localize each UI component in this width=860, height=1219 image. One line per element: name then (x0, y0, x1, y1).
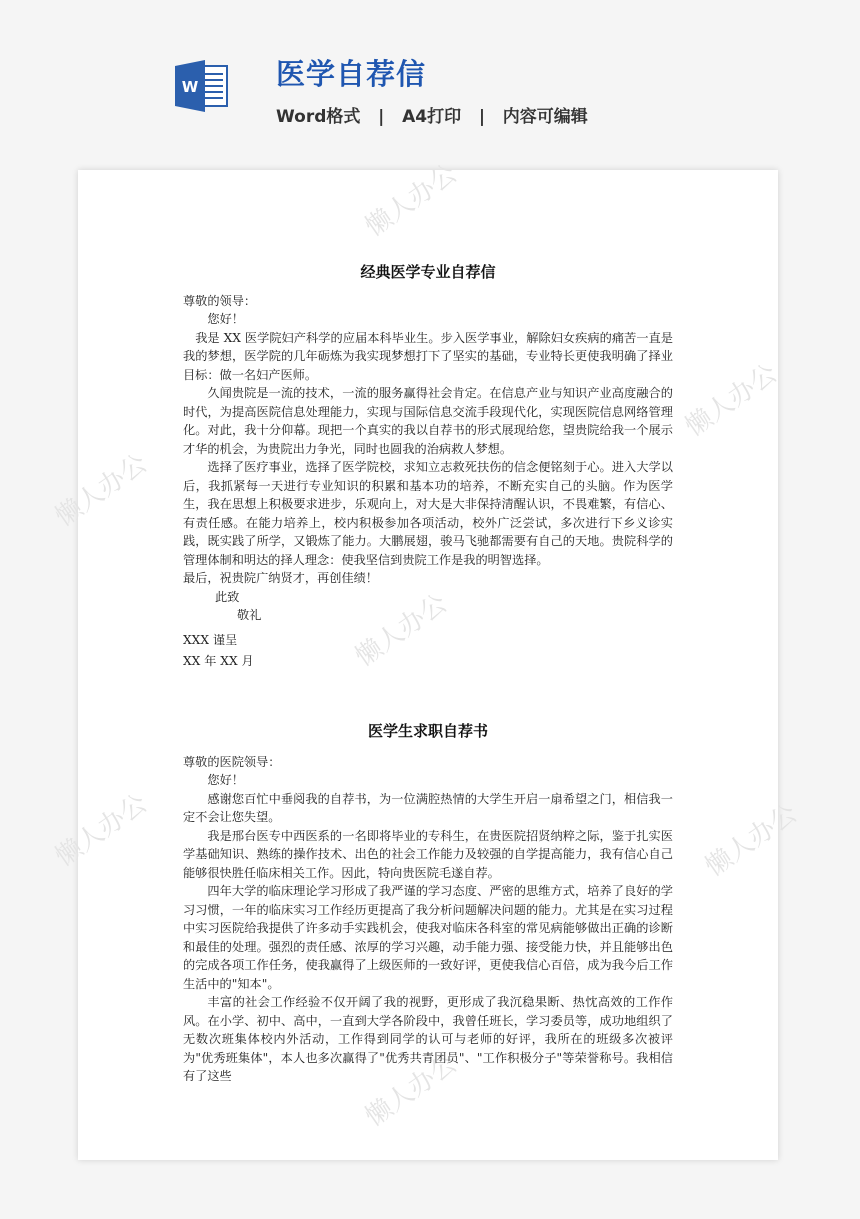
header (0, 0, 860, 150)
page-subtitle: Word格式 | A4打印 | 内容可编辑 (276, 107, 588, 127)
word-icon (175, 60, 229, 112)
signature: XXX 谨呈 (183, 632, 238, 647)
greeting: 您好！ (207, 312, 244, 326)
watermark: 懒人办公 (700, 798, 803, 883)
watermark: 懒人办公 (350, 588, 453, 673)
watermark: 懒人办公 (360, 1048, 463, 1133)
paragraph: 我是邢台医专中西医系的一名即将毕业的专科生，在贵医院招贤纳粹之际，鉴于扎实医学基础知识、熟练的操作技术、出色的社会工作能力及较强的自学提高能力，我有信心自己能够很快胜任临床相关工作。因此，特向贵医院毛遂自荐。 (183, 828, 673, 880)
closing: 最后，祝贵院广纳贤才，再创佳绩！ (183, 571, 378, 585)
paragraph: 我是 XX 医学院妇产科学的应届本科毕业生。步入医学事业，解除妇女疾病的痛苦一直是我的梦想，医学院的几年砺炼为我实现梦想打下了坚实的基础，专业特长更使我明确了择业目标：做一名妇产医师。 (183, 330, 673, 382)
watermark: 懒人办公 (50, 788, 153, 873)
paragraph: 四年大学的临床理论学习形成了我严谨的学习态度、严密的思维方式，培养了良好的学习习惯，一年的临床实习工作经历更提高了我分析问题解决问题的能力。尤其是在实习过程中实习医院给我提供了许多动手实践机会，使我对临床各科室的常见病能够做出正确的诊断和最佳的处理。强烈的责任感、浓厚的学习兴趣，动手能力强、接受能力快，并且能够出色的完成各项工作任务，使我赢得了上级医师的一致好评，更使我信心百倍，成为我今后工作生活中的"知本"。 (183, 884, 673, 991)
page-title: 医学自荐信 (276, 57, 427, 91)
paragraph: 久闻贵院是一流的技术，一流的服务赢得社会肯定。在信息产业与知识产业高度融合的时代，为提高医院信息处理能力，实现与国际信息交流手段现代化，实现医院信息网络管理化。对此，我十分仰幕。现把一个真实的我以自荐书的形式展现给您，望贵院给我一个展示才华的机会，为贵院出力争光，同时也圆我的治病救人梦想。 (183, 386, 673, 456)
paragraph: 丰富的社会工作经验不仅开阔了我的视野，更形成了我沉稳果断、热忱高效的工作作风。在小学、初中、高中，一直到大学各阶段中，我曾任班长，学习委员等，成功地组织了无数次班集体校内外活动，工作得到同学的认可与老师的好评，我所在的班级多次被评为"优秀班集体"，本人也多次赢得了"优秀共青团员"、"工作积极分子"等荣誉称号。我相信有了这些 (183, 995, 673, 1083)
paragraph: 选择了医疗事业，选择了医学院校，求知立志救死扶伤的信念便铭刻于心。进入大学以后，我抓紧每一天进行专业知识的积累和基本功的培养，不断充实自己的头脑。作为医学生，我在思想上积极要求进步，乐观向上，对大是大非保持清醒认识，不畏难繁，有信心、有责任感。在能力培养上，校内积极参加各项活动，校外广泛尝试，多次进行下乡义诊实践，既实践了所学，又锻炼了能力。大鹏展翅，骏马飞驰都需要有自己的天地。贵院科学的管理体制和明达的择人理念：使我坚信到贵院工作是我的明智选择。 (183, 460, 673, 567)
salutation: 尊敬的领导： (183, 293, 257, 308)
watermark: 懒人办公 (360, 158, 463, 243)
salutation: 尊敬的医院领导： (183, 754, 281, 769)
svg-text:W: W (181, 78, 199, 96)
jingli: 敬礼 (237, 608, 262, 622)
watermark: 懒人办公 (680, 358, 783, 443)
date: XX 年 XX 月 (183, 654, 254, 668)
letter-title: 医学生求职自荐书 (367, 722, 488, 740)
letter-1 (183, 263, 673, 671)
letter-2 (183, 722, 673, 1086)
letter-title: 经典医学专业自荐信 (360, 263, 496, 281)
paragraph: 感谢您百忙中垂阅我的自荐书，为一位满腔热情的大学生开启一扇希望之门，相信我一定不会让您失望。 (183, 791, 673, 824)
document-page (50, 158, 803, 1160)
watermark: 懒人办公 (50, 448, 153, 533)
greeting: 您好！ (207, 773, 244, 787)
cizhi: 此致 (215, 589, 240, 604)
